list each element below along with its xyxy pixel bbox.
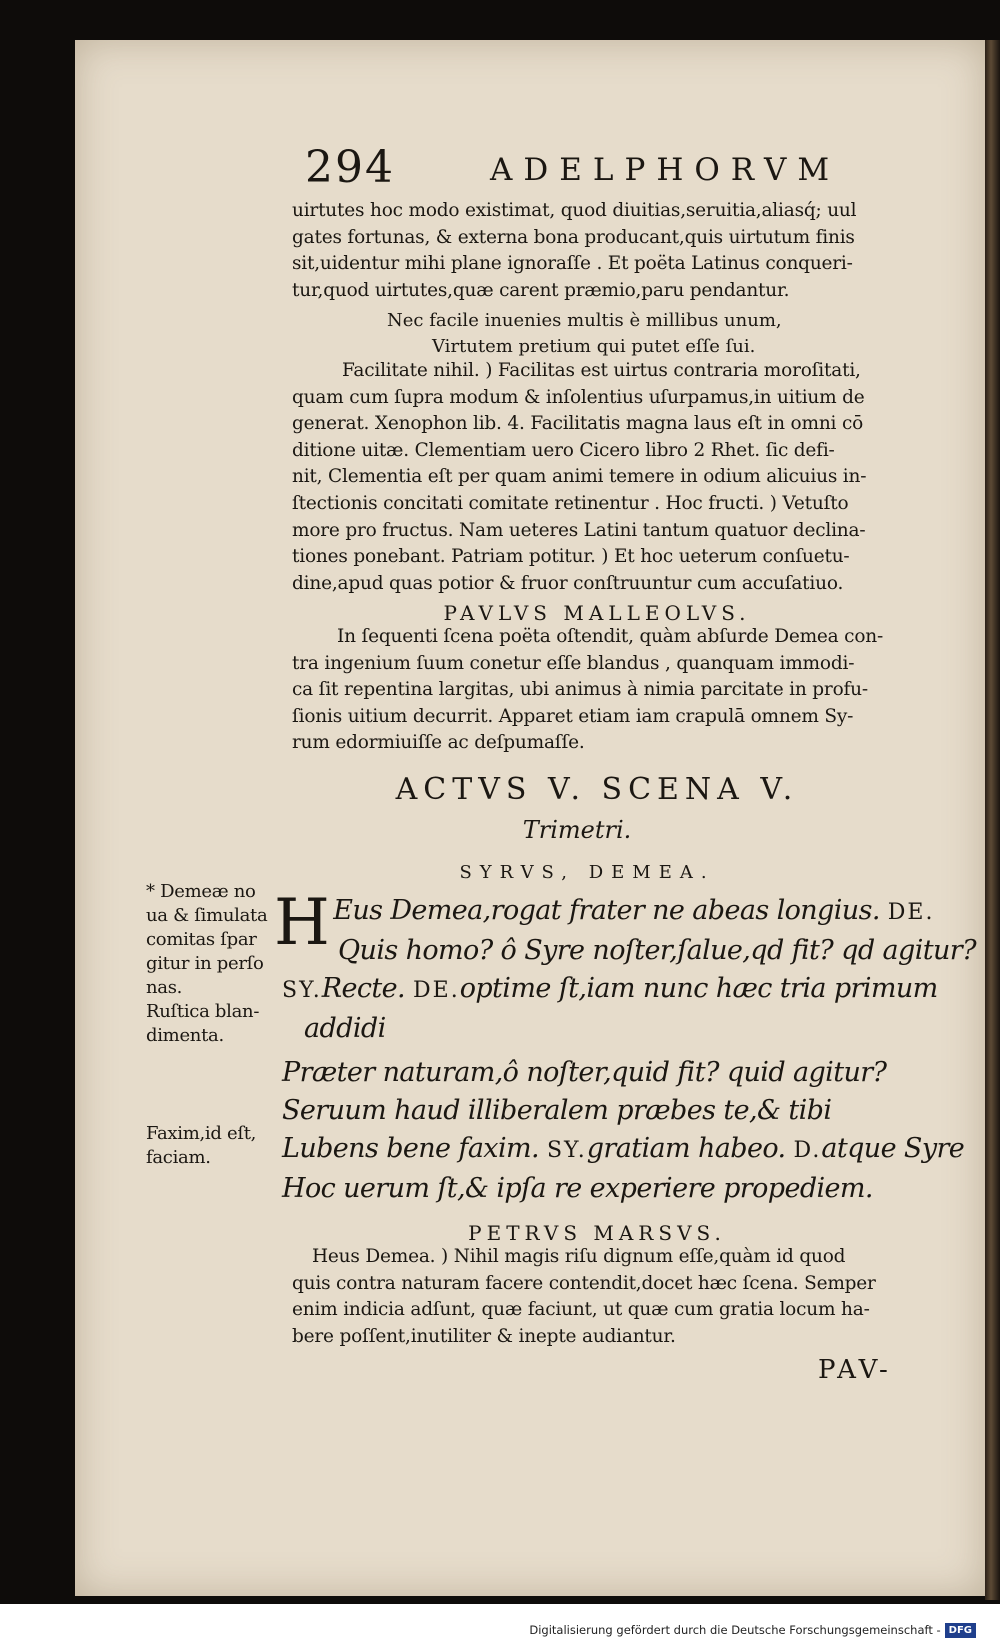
act-heading-block: [292, 772, 942, 807]
verse-quote: [292, 308, 942, 360]
text-line: tra ingenium ſuum conetur eſſe blandus , quanquam immodi-: [292, 652, 855, 674]
page-header: [305, 142, 845, 194]
heading-malleolus-block: [292, 600, 942, 626]
speaker-tag: DE.: [887, 900, 935, 925]
text-line: Facilitate nihil. ) Facilitas est uirtus contraria moroſitati,: [342, 360, 861, 381]
paragraph-marsus: [292, 1244, 942, 1350]
margin-line: nas.: [146, 977, 183, 998]
running-title: ADELPHORVM: [490, 152, 841, 188]
text-line: uirtutes hoc modo existimat, quod diuitias,seruitia,aliasq́; uul: [292, 200, 857, 221]
text-line: nit, Clementia eſt per quam animi temere in odium alicuius in-: [292, 466, 867, 488]
text-line: ditione uitæ. Clementiam uero Cicero libro 2 Rhet. ſic defi-: [292, 439, 835, 461]
text-line: dine,apud quas potior & fruor conſtruuntur cum accuſatiuo.: [292, 572, 844, 594]
drama-line: Lubens bene faxim. SY.gratiam habeo. D.atque Syre: [282, 1133, 965, 1164]
book-spine: [985, 40, 1000, 1600]
text-line: ſionis uitium decurrit. Apparet etiam iam crapulā omnem Sy-: [292, 705, 854, 727]
drama-line: addidi: [304, 1013, 386, 1044]
text-line: generat. Xenophon lib. 4. Facilitatis magna laus eſt in omni cō: [292, 413, 864, 435]
section-heading: PAVLVS MALLEOLVS.: [443, 601, 751, 625]
meter-block: [292, 816, 942, 844]
text-line: In ſequenti ſcena poëta oſtendit, quàm abſurde Demea con-: [337, 626, 884, 647]
speaker-tag: DE.: [413, 978, 460, 1003]
speakers-block: [292, 862, 942, 883]
dfg-logo: DFG: [945, 1623, 976, 1638]
margin-line: faciam.: [146, 1147, 211, 1168]
heading-marsus-block: [292, 1220, 942, 1246]
margin-note: [146, 1122, 296, 1170]
verse-line: Nec facile inuenies multis è millibus unum,: [387, 310, 782, 331]
text-line: Heus Demea. ) Nihil magis riſu dignum eſſe,quàm id quod: [312, 1246, 846, 1267]
drama-line: H Eus Demea,rogat frater ne abeas longius. DE.: [274, 886, 935, 960]
section-heading: PETRVS MARSVS.: [468, 1221, 726, 1245]
text-line: gates fortunas, & externa bona producant,quis uirtutum finis: [292, 226, 855, 248]
drama-text: [274, 886, 976, 1208]
footer-bar: [0, 1604, 1000, 1648]
paragraph-malleolus: [292, 624, 942, 757]
drama-line: SY.Recte. DE.optime ſt,iam nunc hæc tria primum: [282, 973, 938, 1004]
margin-line: dimenta.: [146, 1025, 224, 1046]
act-heading: ACTVS V. SCENA V.: [395, 772, 799, 807]
text-line: quis contra naturam facere contendit,docet hæc ſcena. Semper: [292, 1272, 876, 1294]
text-line: bere poſſent,inutiliter & inepte audiantur.: [292, 1325, 676, 1347]
drop-cap: H: [274, 886, 330, 960]
margin-line: * Demeæ no: [146, 881, 256, 902]
drama-line: Quis homo? ô Syre noſter,ſalue,qd fit? qd agitur?: [338, 935, 976, 966]
meter-label: Trimetri.: [522, 816, 632, 844]
text-line: sit,uidentur mihi plane ignoraſſe . Et poëta Latinus conqueri-: [292, 253, 853, 275]
page-number: 294: [305, 142, 395, 193]
text-line: rum edormiuiſſe ac deſpumaſſe.: [292, 732, 585, 754]
margin-line: ua & ſimulata: [146, 905, 268, 926]
paragraph-top: [292, 198, 942, 304]
text-line: enim indicia adſunt, quæ faciunt, ut quæ cum gratia locum ha-: [292, 1299, 870, 1321]
drama-line: Præter naturam,ô noſter,quid fit? quid agitur?: [282, 1057, 887, 1088]
verse-line: Virtutem pretium qui putet eſſe ſui.: [432, 336, 756, 357]
margin-line: Faxim,id eſt,: [146, 1123, 257, 1144]
drama-line: Seruum haud illiberalem præbes te,& tibi: [282, 1095, 832, 1126]
text-line: tur,quod uirtutes,quæ carent præmio,paru pendantur.: [292, 279, 790, 301]
speaker-tag: SY.: [546, 1138, 587, 1163]
drama-line: Hoc uerum ſt,& ipſa re experiere propediem.: [282, 1173, 873, 1204]
catchword: PAV-: [818, 1355, 892, 1385]
text-line: tiones ponebant. Patriam potitur. ) Et hoc ueterum conſuetu-: [292, 546, 850, 568]
text-line: more pro fructus. Nam ueteres Latini tantum quatuor declina-: [292, 519, 866, 541]
speaker-tag: D.: [793, 1138, 822, 1163]
text-line: ſtectionis concitati comitate retinentur . Hoc fructi. ) Vetuſto: [292, 492, 849, 514]
speaker-tag: SY.: [282, 978, 322, 1003]
margin-line: comitas ſpar: [146, 929, 257, 950]
margin-line: Ruſtica blan-: [146, 1001, 260, 1022]
paragraph-commentary: [292, 358, 942, 597]
speakers-line: SYRVS, DEMEA.: [459, 862, 715, 883]
footer-credit: Digitalisierung gefördert durch die Deutsche Forschungsgemeinschaft - DFG: [529, 1623, 976, 1638]
text-line: ca ſit repentina largitas, ubi animus à nimia parcitate in profu-: [292, 679, 868, 701]
margin-line: gitur in perſo: [146, 953, 264, 974]
text-line: quam cum ſupra modum & inſolentius uſurpamus,in uitium de: [292, 386, 865, 408]
